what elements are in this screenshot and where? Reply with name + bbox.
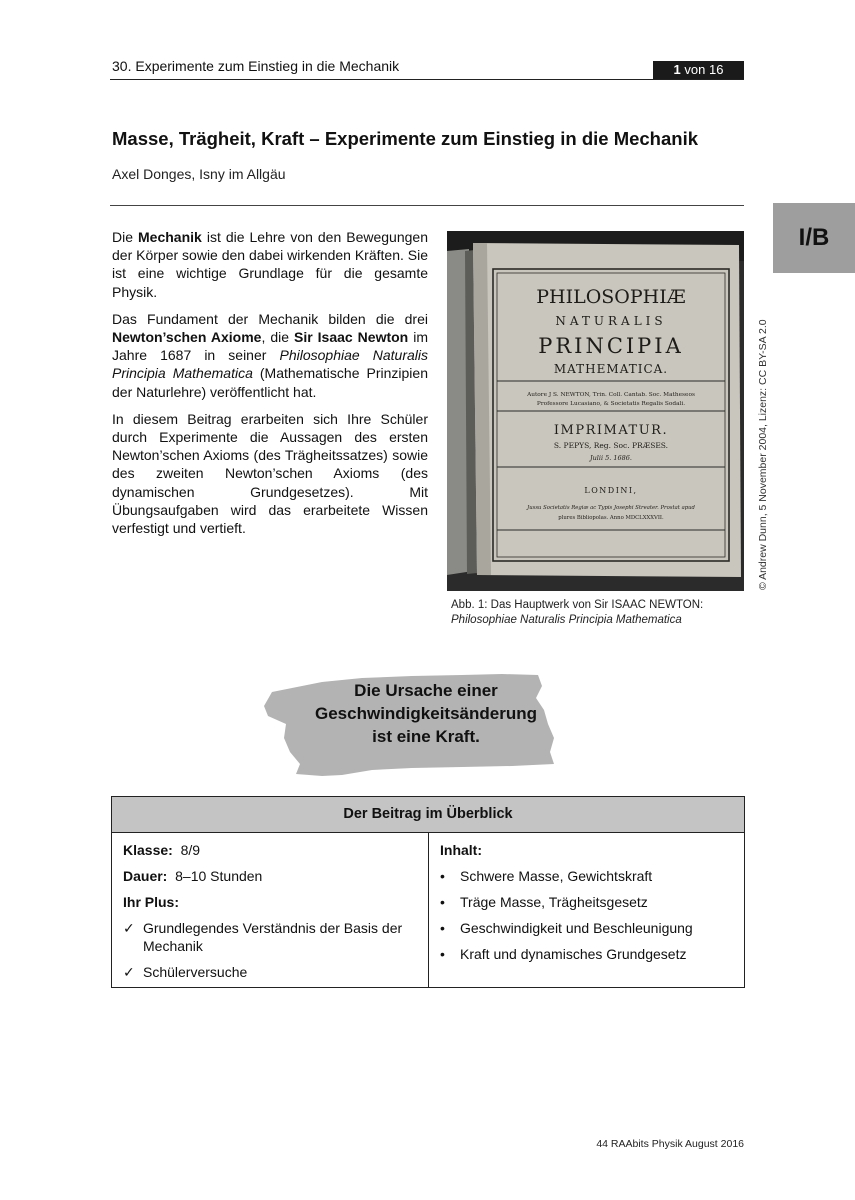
class-value: 8/9 [180,842,201,858]
text-run: im Jahre 1687 in seiner [112,329,429,364]
term-axiome: Newton’schen Axiome [112,329,262,346]
page-total: von 16 [684,62,724,77]
content-item [440,945,686,963]
page-footer: 44 RAAbits Physik August 2016 [596,1138,744,1150]
page-current: 1 [673,62,681,77]
text-run: , die [261,329,294,346]
article-title: Masse, Trägheit, Kraft – Experimente zum Einstieg in die Mechanik [112,128,699,149]
intro-paragraph-3: In diesem Beitrag erarbeiten sich Ihre Schüler durch Experimente die Aussagen des ersten Newton’schen Axioms (des Trägheitssatzes) sowie des zweiten Newton’schen Axioms (des dynamischen Grundgesetzes). Mit Übungsaufgaben wird das erarbeitete Wissen verfestigt und vertieft. [112,410,428,537]
book-line-7: IMPRIMATUR. [553,423,669,438]
key-statement [276,679,576,748]
bullet-icon: • [440,946,445,962]
overview-heading: Der Beitrag im Überblick [112,797,744,833]
overview-right-column [429,833,744,987]
intro-text [112,228,428,546]
duration-row [123,867,262,885]
content-heading [440,841,482,859]
key-statement-line-1: Die Ursache einer [354,681,498,700]
checkmark-icon: ✓ [123,920,135,936]
text-run: (Mathematische Prinzipien der Naturlehre) veröffentlicht hat. [112,365,428,400]
section-tab: I/B [773,203,855,273]
plus-heading [123,893,179,911]
overview-left-column [112,833,429,987]
bullet-icon: • [440,894,445,910]
principia-title-page-image [447,231,744,591]
book-line-5: Autore J S. NEWTON, Trin. Coll. Cantab. Soc. Matheseos [527,392,695,398]
content-item-text: Träge Masse, Trägheitsgesetz [460,894,648,910]
class-row [123,841,200,859]
text-run: Die [112,229,139,245]
book-line-6: Professore Lucasiano, & Societatis Regalis Sodali. [536,401,686,407]
term-newton: Sir Isaac Newton [294,329,409,346]
book-line-3: PRINCIPIA [538,334,684,358]
duration-label: Dauer: [123,868,168,884]
caption-line-1: Abb. 1: Das Hauptwerk von Sir ISAAC NEWTON: [451,599,704,611]
checkmark-icon: ✓ [123,964,135,980]
bullet-icon: • [440,868,445,884]
plus-item [123,963,247,981]
book-line-11: Jussu Societatis Regiæ ac Typis Josephi Streater. Prostat apud [527,505,695,511]
content-item-text: Schwere Masse, Gewichtskraft [460,868,653,884]
text-run: ist die Lehre von den Bewegungen der Körper sowie den dabei wirkenden Kräften. Sie ist eine wichtige Grundlage für die gesamte Physik. [112,229,428,300]
bullet-icon: • [440,920,445,936]
header-rule [110,79,744,80]
content-item [440,919,693,937]
content-item-text: Kraft und dynamisches Grundgesetz [460,946,687,962]
title-rule [110,205,744,206]
plus-label: Ihr Plus: [123,894,180,910]
class-label: Klasse: [123,842,173,858]
book-line-10: LONDINI, [584,486,638,495]
content-item [440,867,652,885]
figure-caption [451,598,703,628]
book-line-12: plures Bibliopolas. Anno MDCLXXXVII. [558,515,664,521]
principia-photo [447,231,744,591]
plus-item-text: Schülerversuche [143,964,248,980]
book-line-1: PHILOSOPHIÆ [536,286,686,308]
key-statement-line-2: Geschwindigkeitsänderung [315,704,537,723]
intro-paragraph-2 [112,310,428,401]
series-title: 30. Experimente zum Einstieg in die Mechanik [112,58,400,74]
article-author: Axel Donges, Isny im Allgäu [112,166,286,182]
caption-line-2: Philosophiae Naturalis Principia Mathematica [451,614,682,626]
plus-item [123,919,423,955]
book-title: Philosophiae Naturalis Principia Mathematica [112,347,428,382]
key-statement-line-3: ist eine Kraft. [372,727,480,746]
book-line-4: MATHEMATICA. [553,362,669,376]
intro-paragraph-1 [112,228,428,301]
photo-credit: © Andrew Dunn, 5 November 2004, Lizenz: CC BY-SA 2.0 [757,319,769,590]
page-indicator [653,61,744,79]
plus-item-text: Grundlegendes Verständnis der Basis der Mechanik [143,920,403,954]
book-line-9: Julii 5. 1686. [590,454,632,462]
content-item [440,893,648,911]
content-item-text: Geschwindigkeit und Beschleunigung [460,920,693,936]
content-label: Inhalt: [440,842,482,858]
term-mechanik: Mechanik [138,229,202,245]
overview-box [111,796,745,988]
text-run: Das Fundament der Mechanik bilden die drei [112,310,428,327]
book-line-2: NATURALIS [555,314,667,328]
duration-value: 8–10 Stunden [175,868,263,884]
book-line-8: S. PEPYS, Reg. Soc. PRÆSES. [553,441,669,450]
